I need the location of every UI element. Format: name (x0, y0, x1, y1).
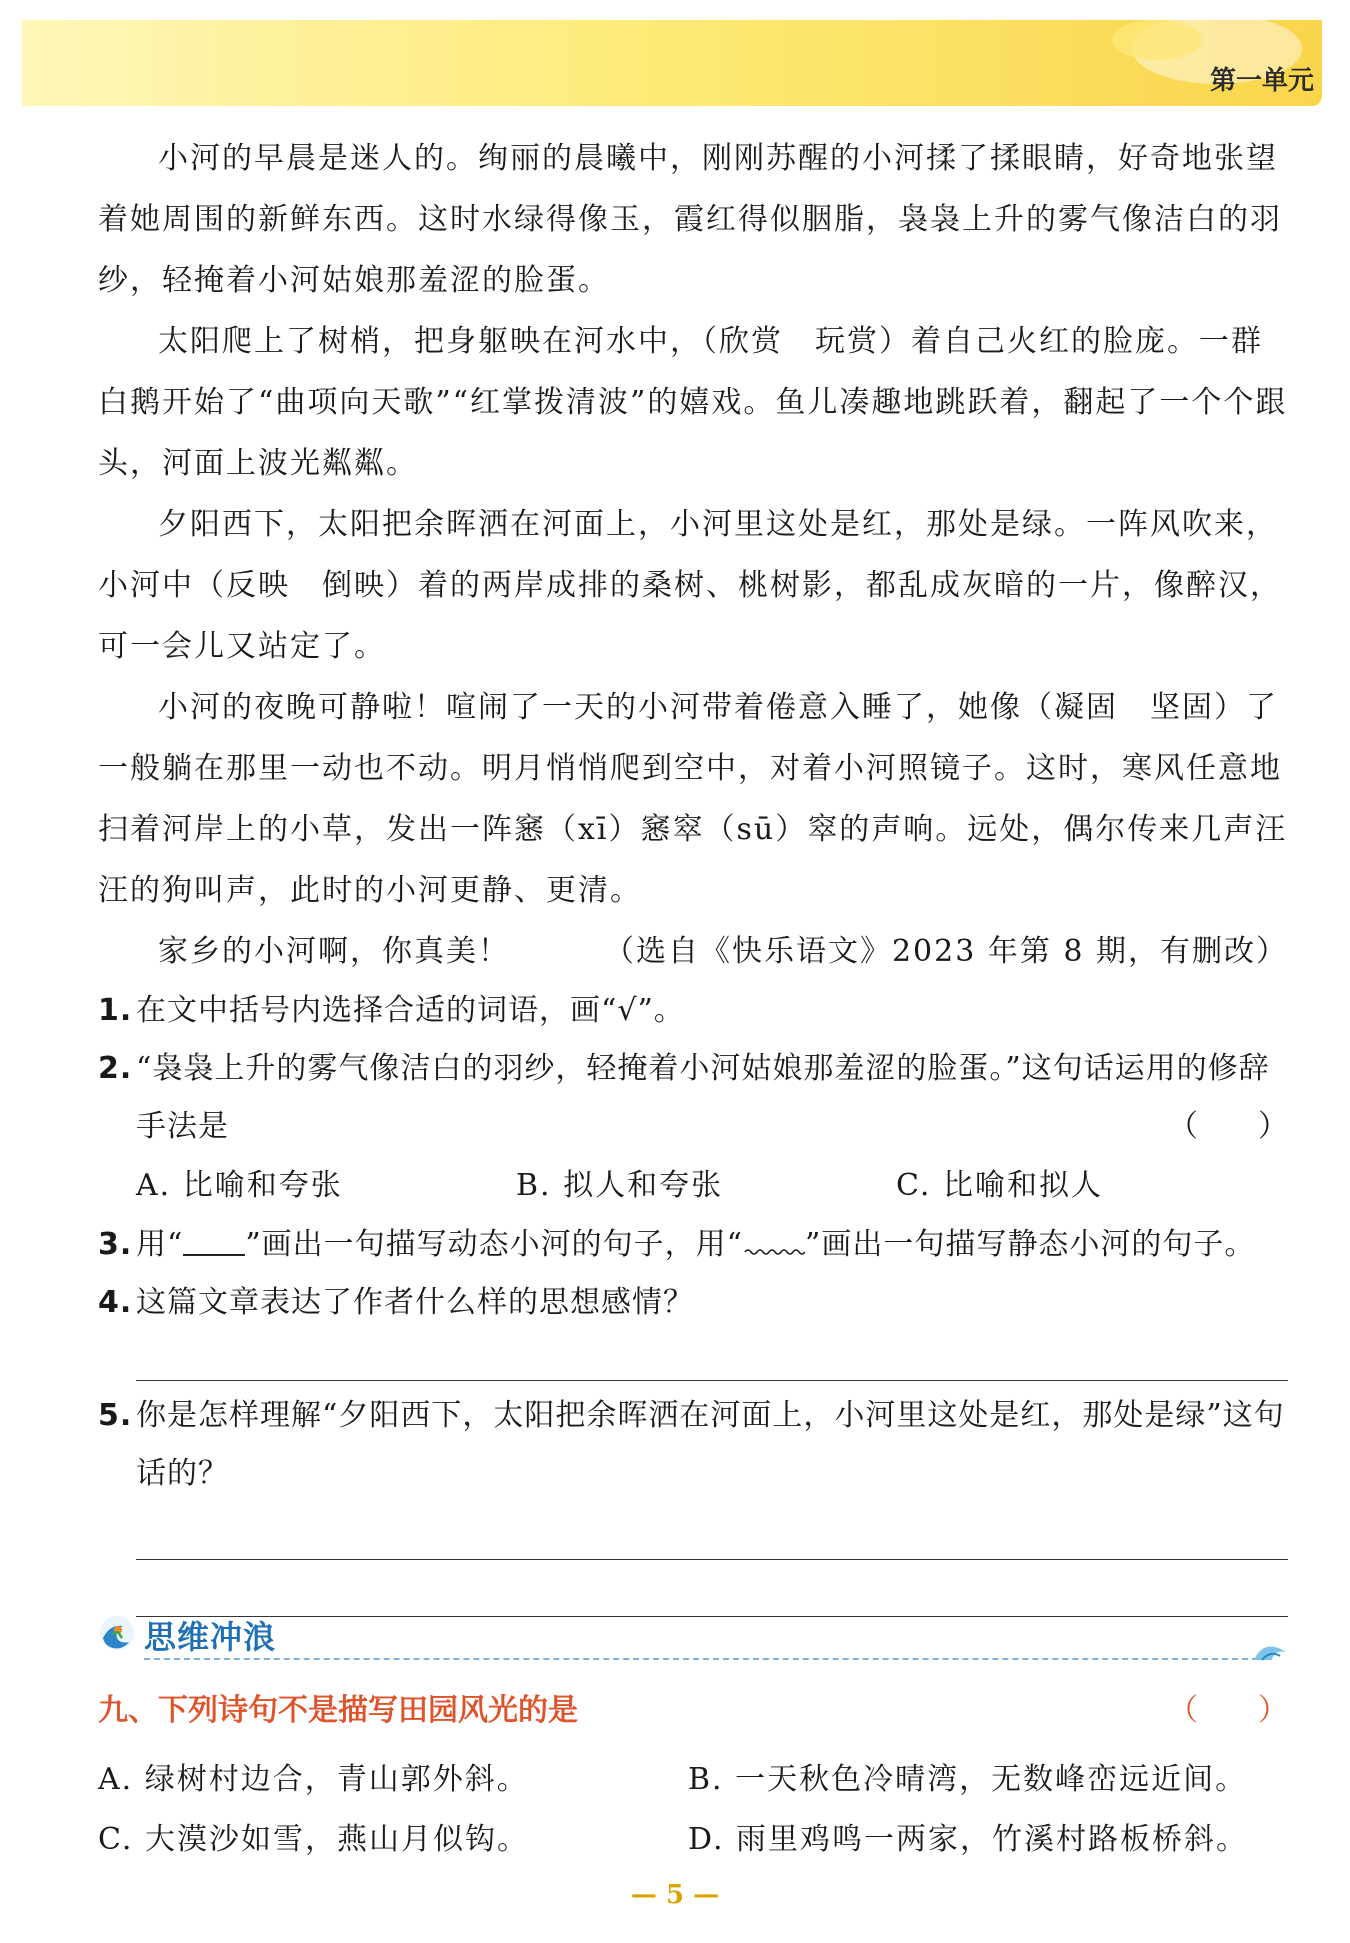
paragraph-4-start: 小河的夜晚可静啦！喧闹了一天的小河带着倦意入睡了，她像 (158, 690, 1022, 725)
header-decoration-small (1112, 20, 1202, 60)
option-b[interactable]: B. 拟人和夸张 (516, 1168, 724, 1203)
word-choice-3[interactable]: （凝固 坚固） (1022, 690, 1246, 725)
header-band (22, 20, 1322, 106)
wavy-underline-mark (743, 1230, 805, 1256)
question-number: 5. (98, 1398, 133, 1433)
question-2-text: “袅袅上升的雾气像洁白的羽纱，轻掩着小河姑娘那羞涩的脸蛋。”这句话运用的修辞手法是 (136, 1051, 1270, 1144)
question-9-text: 九、下列诗句不是描写田园风光的是 (98, 1693, 578, 1728)
source-citation: （选自《快乐语文》2023 年第 8 期，有删改） (603, 934, 1288, 969)
option-c[interactable]: C. 大漠沙如雪，燕山月似钩。 (98, 1822, 529, 1857)
option-a[interactable]: A. 比喻和夸张 (136, 1168, 343, 1203)
question-1 (98, 982, 1288, 1040)
section-divider (144, 1658, 1258, 1660)
question-2 (98, 1040, 1288, 1156)
wave-icon (1252, 1638, 1288, 1664)
page-number: — 5 — (630, 1880, 720, 1910)
paragraph-1: 小河的早晨是迷人的。绚丽的晨曦中，刚刚苏醒的小河揉了揉眼睛，好奇地张望着她周围的新鲜东西。这时水绿得像玉，霞红得似胭脂，袅袅上升的雾气像洁白的羽纱，轻掩着小河姑娘那羞涩的脸蛋。 (98, 141, 1282, 298)
q3-text-1: 用“ (136, 1227, 184, 1262)
section-title: 思维冲浪 (144, 1618, 277, 1656)
answer-bracket[interactable]: （ ） (1168, 1109, 1288, 1144)
question-text: 你是怎样理解“夕阳西下，太阳把余晖洒在河面上，小河里这处是红，那处是绿”这句话的？ (136, 1398, 1285, 1491)
answer-line-q4[interactable] (136, 1332, 1288, 1381)
paragraph-2 (98, 311, 1288, 494)
option-b[interactable]: B. 一天秋色冷晴湾，无数峰峦远近间。 (688, 1762, 1248, 1797)
question-4 (98, 1274, 1288, 1332)
question-9 (98, 1686, 1288, 1736)
word-choice-1[interactable]: （欣赏 玩赏） (702, 324, 911, 359)
paragraph-2-end: 着自己火红的脸庞。一群白鹅开始了“曲项向天歌”“红掌拨清波”的嬉戏。鱼儿凑趣地跳跃着，翻起了一个个跟头，河面上波光粼粼。 (98, 324, 1288, 481)
paragraph-5: 家乡的小河啊，你真美！ (158, 934, 510, 969)
question-text (136, 1040, 1288, 1156)
question-5 (98, 1387, 1288, 1503)
paragraph-3-start: 夕阳西下，太阳把余晖洒在河面上，小河里这处是红，那处是绿。一阵风吹来，小河中 (98, 507, 1278, 603)
option-a[interactable]: A. 绿树村边合，青山郭外斜。 (98, 1762, 529, 1797)
word-choice-2[interactable]: （反映 倒映） (194, 568, 418, 603)
question-text: 这篇文章表达了作者什么样的思想感情？ (136, 1285, 694, 1320)
paragraph-3 (98, 494, 1288, 677)
question-text: 在文中括号内选择合适的词语，画“√”。 (136, 993, 685, 1028)
question-text (136, 1216, 1288, 1274)
paragraph-4-end: 了一般躺在那里一动也不动。明月悄悄爬到空中，对着小河照镜子。这时，寒风任意地扫着河岸上的小草，发出一阵窸（xī）窸窣（sū）窣的声响。远处，偶尔传来几声汪汪的狗叫声，此时的小河更静、更清。 (98, 690, 1288, 908)
section-header (98, 1608, 1288, 1660)
paragraph-3-end: 着的两岸成排的桑树、桃树影，都乱成灰暗的一片，像醉汉，可一会儿又站定了。 (98, 568, 1282, 664)
question-number: 2. (98, 1051, 133, 1086)
paragraph-4 (98, 677, 1288, 921)
answer-line-q5-1[interactable] (136, 1503, 1288, 1560)
answer-bracket[interactable]: （ ） (1168, 1693, 1288, 1728)
question-number: 1. (98, 993, 133, 1028)
question-3 (98, 1216, 1288, 1274)
wave-logo-icon (98, 1614, 136, 1652)
question-number: 3. (98, 1227, 133, 1262)
question-9-options (98, 1750, 1288, 1870)
option-c[interactable]: C. 比喻和拟人 (896, 1168, 1103, 1203)
question-2-options (98, 1156, 1288, 1216)
closing-line (98, 921, 1288, 982)
q3-text-3: ”画出一句描写静态小河的句子。 (805, 1227, 1256, 1262)
option-d[interactable]: D. 雨里鸡鸣一两家，竹溪村路板桥斜。 (688, 1822, 1249, 1857)
options-row (98, 1750, 1288, 1810)
question-number: 4. (98, 1285, 133, 1320)
paragraph-2-start: 太阳爬上了树梢，把身躯映在河水中， (158, 324, 702, 359)
q3-text-2: ”画出一句描写动态小河的句子，用“ (245, 1227, 744, 1262)
options-row (98, 1810, 1288, 1870)
unit-label: 第一单元 (1209, 66, 1314, 96)
reading-passage (98, 128, 1288, 1617)
straight-underline-mark (183, 1228, 245, 1256)
